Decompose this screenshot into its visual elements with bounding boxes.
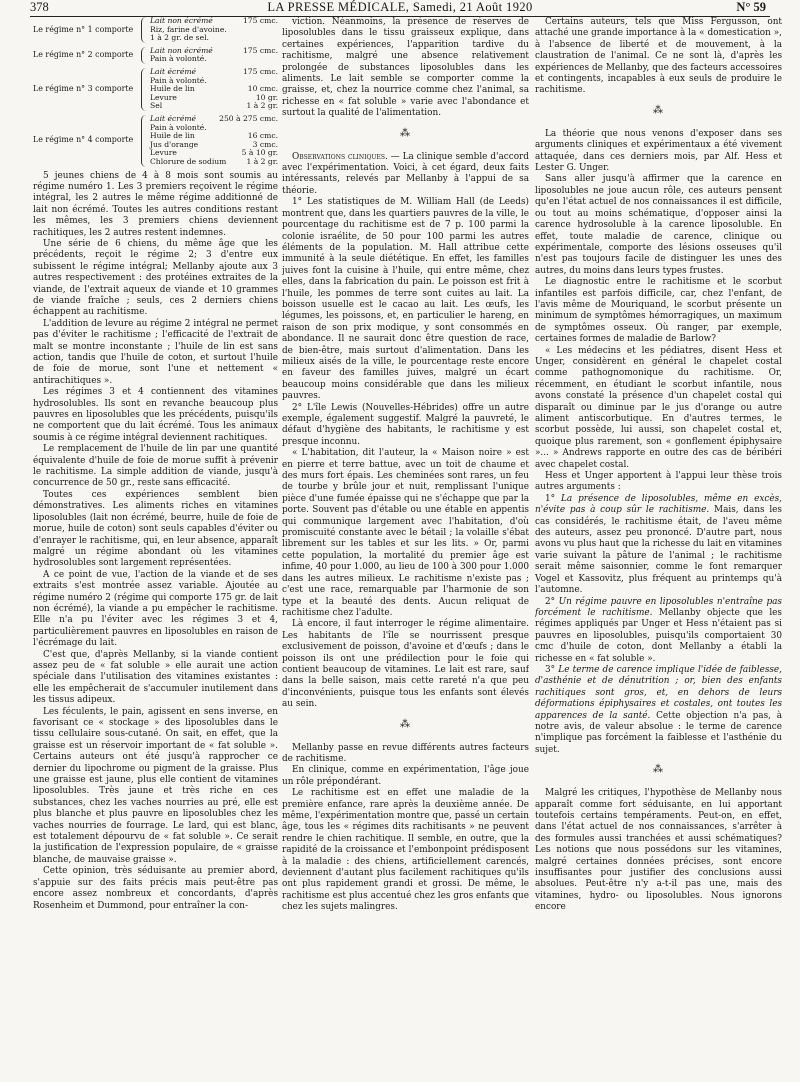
regime-label: Le régime n° 3 comporte <box>33 84 134 94</box>
argument-number: 2° <box>545 596 556 607</box>
paragraph: 2° L'île Lewis (Nouvelles-Hébrides) offre un autre exemple, également suggestif. Malgré la pauvreté, le défaut d'hygiène des habitants, le rachitisme y est presque inconnu. <box>282 402 529 447</box>
regime-item-name: Lait non écrémé <box>150 17 213 25</box>
paragraph: Les régimes 3 et 4 contiennent des vitamines hydrosolubles. Ils sont en revanche beaucoup plus pauvres en liposolubles que les précédents, puisqu'ils ne comportent que du lait écrémé. Tous les animaux soumis à ce régime intégral deviennent rachitiques. <box>33 387 278 443</box>
paragraph: Malgré les critiques, l'hypothèse de Mellanby nous apparaît comme fort séduisante, en lui apportant toutefois certains tempéraments. Peut-on, en effet, dans l'état actuel de nos connaissances, s'arrêter à des formules aussi tranchées et aussi schématiques? Les notions que nous possédons sur les vitamines, malgré certaines données précises, sont encore insuffisantes pour justifier des conclusions aussi absolues. Peut-être n'y a-t-il pas une, mais des vitamines, hydro- ou liposolubles. Nous ignorons encore <box>535 788 782 913</box>
regime-item-quantity: 175 cmc. <box>242 66 278 76</box>
regime-item-quantity: 10 gr. <box>255 92 278 102</box>
regime-item-name: Jus d'orange <box>150 139 199 149</box>
regime-item-quantity: 250 à 275 cmc. <box>219 113 278 123</box>
regime-item-name: Pain à volonté. <box>150 54 207 64</box>
regime-label: Le régime n° 1 comporte <box>33 24 134 34</box>
page-number: 378 <box>30 0 49 14</box>
brace <box>141 115 146 167</box>
paragraph: viction. Néanmoins, la présence de réserves de liposolubles dans le tissu graisseux explique, dans certaines expériences, l'apparition tardive du rachitisme, malgré une absence relativement prolongée de substances liposolubles dans les aliments. Le lait semble se comporter comme la graisse, et, chez la nourrice comme chez l'animal, sa richesse en « fat soluble » varie avec l'abondance et surtout la qualité de l'alimentation. <box>282 17 529 119</box>
regime-item-name: Lait non écrémé <box>150 45 213 55</box>
column-3-text-b <box>535 129 782 494</box>
regime-items <box>150 47 278 64</box>
brace <box>141 68 146 111</box>
argument-discussion: Mellanby objecte que les régimes appliqués par Unger et Hess n'étaient pas si pauvres en liposolubles, puisqu'ils comportaient 30 cmc d'huile de coton, dont Mellanby a établi la richesse en « fat soluble ». <box>535 607 782 664</box>
regime-item-name: Huile de lin <box>150 84 195 94</box>
paragraph: Le diagnostic entre le rachitisme et le scorbut infantiles est parfois difficile, car, chez l'enfant, de l'avis même de Mouriquand, le scorbut présente un minimum de symptômes hémorragiques, un maximum de symptômes osseux. Où ranger, par exemple, certaines formes de maladie de Barlow? <box>535 277 782 345</box>
paragraph: Sans aller jusqu'à affirmer que la carence en liposolubles ne joue aucun rôle, ces auteurs pensent qu'en l'état actuel de nos connaissances il est difficile, ou tout au moins schématique, d'opposer ainsi la carence hydrosoluble à la carence liposoluble. En effet, toute maladie de carence, clinique ou expérimentale, comporte des lésions osseuses qu'il n'est pas toujours facile de distinguer les unes des autres, du moins dans leurs types frustes. <box>535 174 782 276</box>
paragraph: Le rachitisme est en effet une maladie de la première enfance, rare après la deuxième année. De même, l'expérimentation montre que, passé un certain âge, tous les « régimes dits rachitisants » ne peuvent rendre le chien rachitique. Il semble, en outre, que la rapidité de la croissance et l'embonpoint prédisposent à la maladie : des chiens, artificiellement carencés, deviennent d'autant plus facilement rachitiques qu'ils ont plus rapidement grandi et grossi. De même, le rachitisme est plus accentué chez les gros enfants que chez les sujets malingres. <box>282 788 529 913</box>
column-2-text-a <box>282 17 529 120</box>
paragraph: Le remplacement de l'huile de lin par une quantité équivalente d'huile de foie de morue suffit à prévenir le rachitisme. La simple addition de viande, jusqu'à concurrence de 50 gr., reste sans efficacité. <box>33 444 278 489</box>
regime-item-quantity: 175 cmc. <box>242 45 278 55</box>
paragraph: C'est que, d'après Mellanby, si la viande contient assez peu de « fat soluble » elle aurait une action spéciale dans l'utilisation des vitamines existantes : elle les empêcherait de s'accumuler inutilement dans les tissus adipeux. <box>33 649 278 706</box>
clinical-observations-intro: — La clinique semble d'accord avec l'expérimentation. Voici, à cet égard, deux faits intéressants, relevés par Mellanby à l'appui de sa théorie. <box>282 151 529 196</box>
regime-item-quantity: 16 cmc. <box>247 131 278 141</box>
paragraph: Mellanby passe en revue différents autres facteurs de rachitisme. <box>282 742 529 764</box>
regime-item-name: Riz, farine d'avoine. <box>150 24 227 34</box>
paragraph: En clinique, comme en expérimentation, l'âge joue un rôle prépondérant. <box>282 765 529 787</box>
regime-item-name: Huile de lin <box>150 131 195 141</box>
regime-block <box>33 68 278 111</box>
regime-item-name: Levure <box>150 148 177 158</box>
column-3-text-a <box>535 17 782 97</box>
regime-item-name: Pain à volonté. <box>150 75 207 85</box>
paragraph: « Les médecins et les pédiatres, disent Hess et Unger, considèrent en général le chapelet costal comme pathognomonique du rachitisme. Or, récemment, en étudiant le scorbut infantile, nous avons constaté la présence d'un chapelet costal qui disparaît ou diminue par le jus d'orange ou autre aliment antiscorbutique. En d'autres termes, le scorbut possède, lui aussi, son chapelet costal et, quoique plus rarement, son « gonflement épiphysaire »... » Andrews rapporte en outre des cas de béribéri avec chapelet costal. <box>535 345 782 470</box>
regime-table <box>33 17 278 167</box>
paragraph: Hess et Unger apportent à l'appui leur thèse trois autres arguments : <box>535 471 782 493</box>
argument-number: 1° <box>545 493 556 504</box>
page-header <box>30 0 770 17</box>
regime-block <box>33 115 278 167</box>
argument-number: 3° <box>545 664 556 675</box>
paragraph: Cette opinion, très séduisante au premier abord, s'appuie sur des faits précis mais peut-être pas encore assez nombreux et concordants, d'après Rosenheim et Dummond, pour entraîner la con- <box>33 866 278 911</box>
argument-paragraph <box>535 494 782 597</box>
regime-item-name: Sel <box>150 101 163 111</box>
paragraph: Une série de 6 chiens, du même âge que les précédents, reçoit le régime 2; 3 d'entre eux subissent le régime intégral; Mellanby ajoute aux 3 autres respectivement : des protéines extraites de la viande, de l'extrait aqueux de viande et 10 grammes de viande fraîche ; seuls, ces 2 derniers chiens échappent au rachitisme. <box>33 238 278 318</box>
regime-items <box>150 68 278 111</box>
column-3 <box>535 17 782 1082</box>
regime-label: Le régime n° 2 comporte <box>33 50 134 60</box>
paragraph: Certains auteurs, tels que Miss Fergusson, ont attaché une grande importance à la « domestication », à l'absence de liberté et de mouvement, à la claustration de l'animal. Ce ne sont là, d'après les expériences de Mellanby, que des facteurs accessoires et contingents, incapables à eux seuls de produire le rachitisme. <box>535 17 782 96</box>
regime-block <box>33 47 278 64</box>
paragraph: Là encore, il faut interroger le régime alimentaire. Les habitants de l'île se nourrissent presque exclusivement de poisson, d'avoine et d'œufs ; dans le poisson ils ont une prédilection pour le foie qui contient beaucoup de vitamines. Le lait est rare, sauf dans la belle saison, mais cette rareté n'a que peu d'inconvénients, puisque tous les enfants sont élevés au sein. <box>282 619 529 710</box>
regime-item-name: Levure <box>150 92 177 102</box>
regime-item-quantity: 175 cmc. <box>242 17 278 25</box>
regime-item-quantity: 5 à 10 gr. <box>241 148 278 158</box>
column-2 <box>282 17 529 1082</box>
paragraph: 1° Les statistiques de M. William Hall (de Leeds) montrent que, dans les quartiers pauvres de la ville, le pourcentage du rachitisme est de 7 p. 100 parmi la colonie israélite, de 50 pour 100 parmi les autres éléments de la population. M. Hall attribue cette immunité à la seule diététique. En effet, les familles juives font la cuisine à l'huile, qui entre même, chez elles, dans la fabrication du pain. Le poisson est frit à l'huile, les pommes de terre sont cuites au lait. La boisson usuelle est le cacao au lait. Les œufs, les légumes, les poissons, et, en particulier le hareng, en raison de son prix modique, y sont consommés en abondance. Il ne saurait donc être question de race, de bien-être, mais surtout d'alimentation. Dans les milieux aisés de la ville, le pourcentage reste encore en faveur des familles juives, malgré un écart beaucoup moins considérable que dans les milieux pauvres. <box>282 197 529 402</box>
regime-item-name: 1 à 2 gr. de sel. <box>150 33 209 43</box>
regime-item-quantity: 10 cmc. <box>247 84 278 94</box>
argument-paragraph <box>535 665 782 756</box>
regime-block <box>33 17 278 43</box>
paragraph: 5 jeunes chiens de 4 à 8 mois sont soumis au régime numéro 1. Les 3 premiers reçoivent le régime intégral, les 2 autres le même régime additionné de lait non écrémé. Toutes les autres conditions restant les mêmes, les 3 premiers chiens deviennent rachitiques, les 2 autres restent indemnes. <box>33 170 278 238</box>
argument-statement: La présence de liposolubles, même en excès, n'évite pas à coup sûr le rachitisme. <box>535 493 782 516</box>
argument-statement: Le terme de carence implique l'idée de faiblesse, d'asthénie et de dénutrition ; or, bien des enfants rachitiques sont gros, et, en dehors de leurs déformations épiphysaires et costales, ont toutes les apparences de la santé. <box>535 664 782 721</box>
column-3-text-c <box>535 788 782 913</box>
paragraph: A ce point de vue, l'action de la viande et de ses extraits s'est montrée assez variable. Ajoutée au régime numéro 2 (régime qui comporte 175 gr. de lait non écrémé), la viande a pu empêcher le rachitisme. Elle n'a pu l'éviter avec les régimes 3 et 4, particulièrement pauvres en liposolubles en raison de l'écrémage du lait. <box>33 569 278 649</box>
regime-item-quantity: 1 à 2 gr. <box>246 101 278 111</box>
section-separator-stars: ⁂ <box>653 104 664 116</box>
column-2-text-c <box>282 743 529 914</box>
regime-items <box>150 17 278 43</box>
paragraph: L'addition de levure au régime 2 intégral ne permet pas d'éviter le rachitisme ; l'efficacité de l'extrait de malt se montre inconstante ; l'huile de lin est sans action, tandis que l'huile de coton, et surtout l'huile de foie de morue, sont l'une et nettement « antirachitiques ». <box>33 318 278 386</box>
issue-number: N° 59 <box>736 0 766 14</box>
regime-items <box>150 115 278 167</box>
argument-discussion: Cette objection n'a pas, à notre avis, de valeur absolue : le terme de carence n'implique pas forcément la faiblesse et l'asthénie du sujet. <box>535 710 782 755</box>
paragraph: Toutes ces expériences semblent bien démonstratives. Les aliments riches en vitamines liposolubles (lait non écrémé, beurre, huile de foie de morue, huile de coton) sont seuls capables d'éviter ou d'enrayer le rachitisme, qui, en leur absence, apparaît malgré un régime abondant où les vitamines hydrosolubles sont largement représentées. <box>33 489 278 569</box>
clinical-observations-heading: Observations cliniques. <box>292 151 388 162</box>
paragraph: « L'habitation, dit l'auteur, la « Maison noire » est en pierre et terre battue, avec un toit de chaume et des murs fort épais. Les cheminées sont rares, un feu de tourbe y brûle jour et nuit, remplissant l'unique pièce d'une fumée épaisse qui ne s'échappe que par la porte. Souvent pas d'étable ou une étable en appentis qui communique largement avec l'habitation, d'où promiscuité constante avec le bétail ; la volaille s'ébat librement sur les tables et sur les lits. » Or, parmi cette population, la mortalité du premier âge est infime, 40 pour 1.000, au lieu de 100 à 300 pour 1.000 dans les autres milieux. Le rachitisme n'existe pas ; c'est une race, remarquable par l'harmonie de son type et la beauté des dents. Aucun reliquat de rachitisme chez l'adulte. <box>282 448 529 618</box>
clinical-observations-paragraph <box>282 152 529 198</box>
regime-item-quantity: 1 à 2 gr. <box>246 156 278 166</box>
brace <box>141 17 146 43</box>
section-separator-stars: ⁂ <box>400 127 411 139</box>
regime-item <box>150 158 278 167</box>
journal-title: LA PRESSE MÉDICALE, Samedi, 21 Août 1920 <box>267 0 533 14</box>
brace <box>141 47 146 64</box>
paragraph: Les féculents, le pain, agissent en sens inverse, en favorisant ce « stockage » des liposolubles dans le tissu cellulaire sous-cutané. On sait, en effet, que la graisse est un réservoir important de « fat soluble ». Certains auteurs ont été jusqu'à rapprocher ce dernier du lipochrome ou pigment de la graisse. Plus une graisse est jaune, plus elle contient de vitamines liposolubles. Très jaune et très riche en ces substances, chez les vaches nourries au pré, elle est plus blanche et plus pauvre en liposolubles chez les vaches nourries de fourrage. Le lard, qui est blanc, est totalement dépourvu de « fat soluble ». Ce serait la justification de l'expression populaire, de « graisse blanche, de mauvaise graisse ». <box>33 706 278 865</box>
section-separator-stars: ⁂ <box>400 718 411 730</box>
regime-item-quantity: 3 cmc. <box>252 139 278 149</box>
regime-item-name: Lait écrémé <box>150 113 197 123</box>
regime-item <box>150 102 278 111</box>
argument-discussion: Mais, dans les cas considérés, le rachitisme était, de l'aveu même des auteurs, assez peu prononcé. D'autre part, nous avons vu plus haut que la richesse du lait en vitamines varie suivant la pâture de l'animal ; le rachitisme serait même saisonnier, comme le font remarquer Vogel et Kassovitz, plus fréquent au printemps qu'à l'automne. <box>535 505 782 596</box>
argument-paragraph <box>535 597 782 665</box>
regime-item <box>150 34 278 43</box>
regime-label: Le régime n° 4 comporte <box>33 135 134 145</box>
section-separator-stars: ⁂ <box>653 764 664 776</box>
column-1-text <box>33 171 278 912</box>
paragraph: La théorie que nous venons d'exposer dans ses arguments cliniques et expérimentaux a été vivement attaquée, dans ces derniers mois, par Alf. Hess et Lester G. Unger. <box>535 128 782 174</box>
regime-item <box>150 55 278 64</box>
argument-statement: Un régime pauvre en liposolubles n'entraîne pas forcément le rachitisme. <box>535 596 782 618</box>
column-1 <box>33 17 278 1082</box>
column-2-text-b <box>282 197 529 710</box>
regime-item-name: Pain à volonté. <box>150 122 207 132</box>
regime-item-name: Lait écrémé <box>150 66 197 76</box>
hess-unger-arguments <box>535 494 782 756</box>
regime-item-name: Chlorure de sodium <box>150 156 227 166</box>
